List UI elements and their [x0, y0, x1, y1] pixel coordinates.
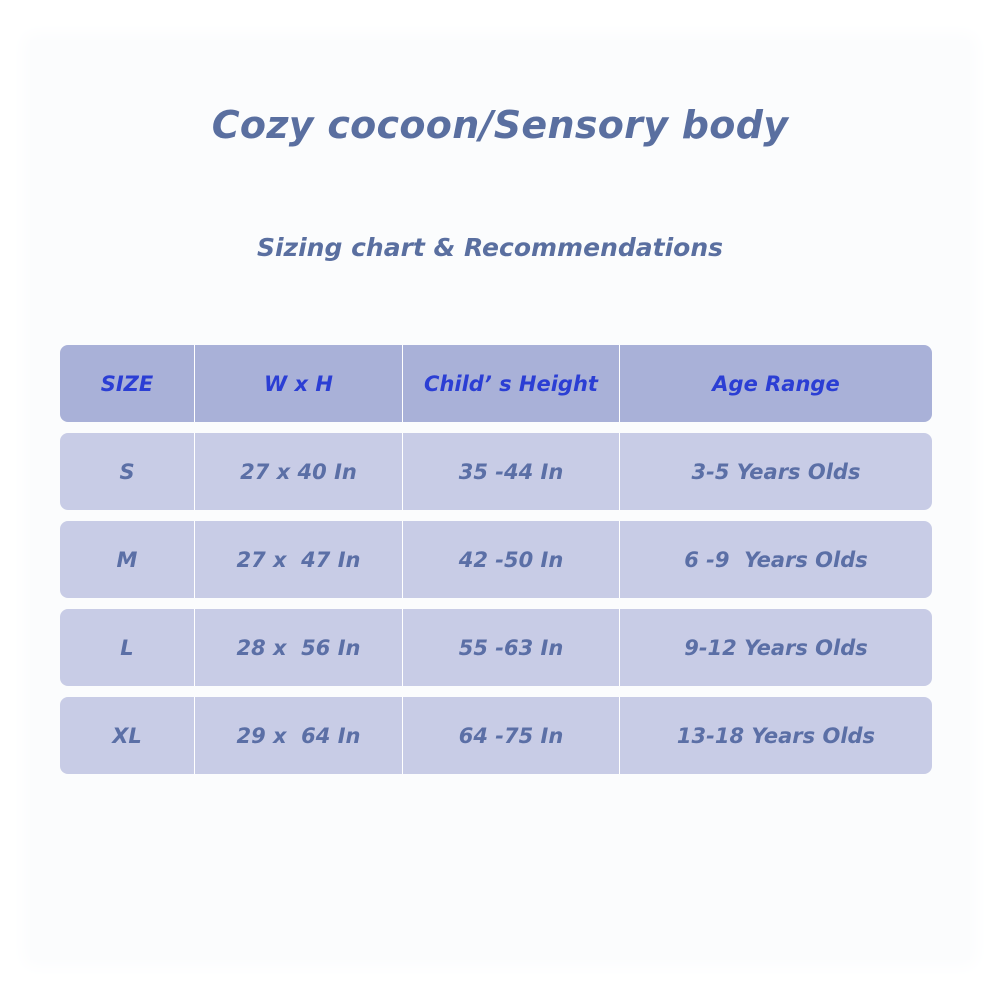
- cell-age-range: 6 -9 Years Olds: [684, 547, 868, 572]
- cell-child-height: 42 -50 In: [403, 521, 620, 598]
- cell-dimensions: 28 x 56 In: [195, 609, 403, 686]
- header-dimensions: W x H: [195, 345, 403, 422]
- cell-age-range: 13-18 Years Olds: [676, 723, 876, 748]
- cell-child-height: 35 -44 In: [403, 433, 620, 510]
- header-age-range: Age Range: [712, 371, 840, 396]
- cell-size: M: [60, 521, 195, 598]
- table-row: [60, 609, 932, 686]
- table-header-row: [60, 345, 932, 422]
- cell-dimensions: 29 x 64 In: [195, 697, 403, 774]
- header-size: SIZE: [60, 345, 195, 422]
- table-row: [60, 521, 932, 598]
- cell-age-range: 9-12 Years Olds: [684, 635, 868, 660]
- page-subtitle: Sizing chart & Recommendations: [256, 233, 723, 262]
- header-child-height: Child’ s Height: [403, 345, 620, 422]
- cell-size: XL: [60, 697, 195, 774]
- cell-size: S: [60, 433, 195, 510]
- cell-child-height: 55 -63 In: [403, 609, 620, 686]
- table-row: [60, 433, 932, 510]
- cell-dimensions: 27 x 40 In: [195, 433, 403, 510]
- cell-size: L: [60, 609, 195, 686]
- cell-child-height: 64 -75 In: [403, 697, 620, 774]
- sizing-table: [60, 345, 932, 785]
- cell-age-range: 3-5 Years Olds: [691, 459, 861, 484]
- cell-dimensions: 27 x 47 In: [195, 521, 403, 598]
- page-title: Cozy cocoon/Sensory body: [211, 103, 789, 147]
- table-row: [60, 697, 932, 774]
